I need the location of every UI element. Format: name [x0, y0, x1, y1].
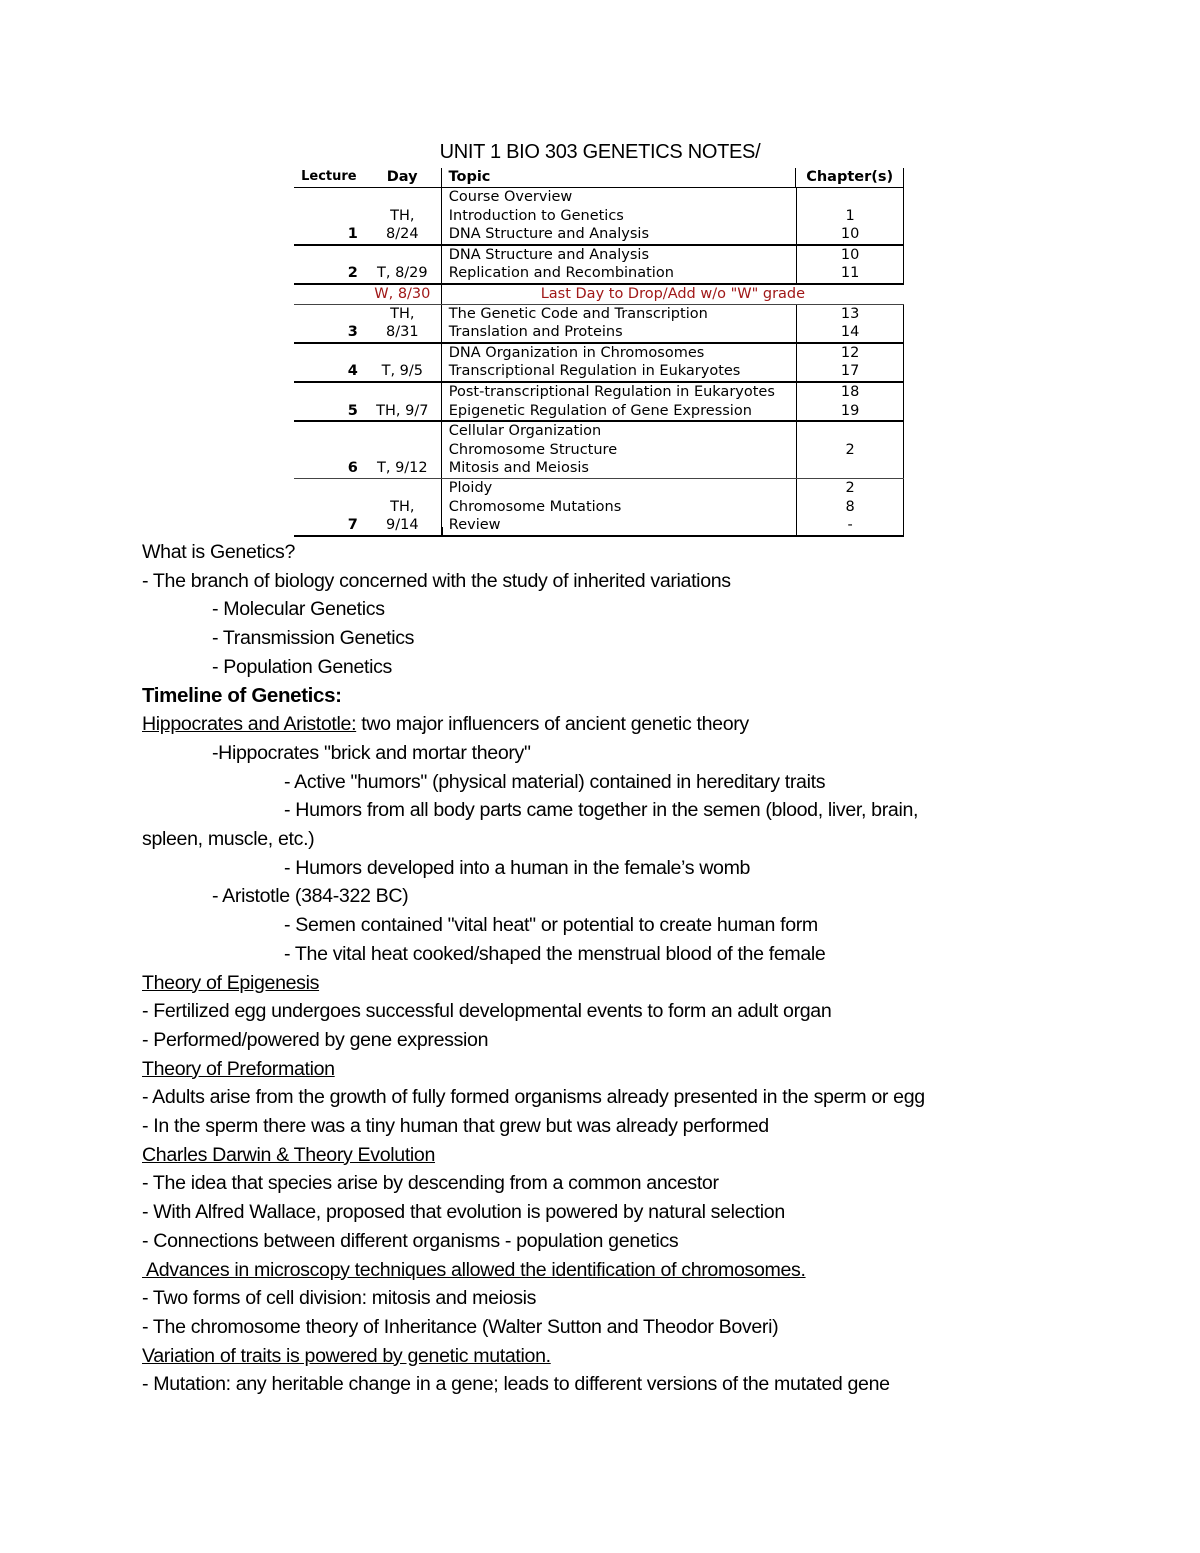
chapter-line: 18	[840, 383, 860, 400]
day-line: TH,	[390, 207, 415, 224]
note-subitem: -Hippocrates "brick and mortar theory"	[212, 741, 531, 764]
topic-line: Chromosome Mutations	[448, 498, 622, 515]
day-cell	[364, 246, 442, 283]
chapter-line: 14	[840, 324, 860, 341]
topic-line: Introduction to Genetics	[448, 207, 624, 224]
note-line: - The branch of biology concerned with the study of inherited variations	[142, 569, 731, 592]
topic-cell	[442, 246, 797, 283]
lecture-number: 1	[347, 226, 358, 243]
topic-cell	[442, 305, 797, 342]
topic-heading: Advances in microscopy techniques allowed the identification of chromosomes.	[142, 1258, 806, 1281]
drop-add-text: Last Day to Drop/Add w/o "W" grade	[540, 285, 806, 302]
topic-heading: Theory of Epigenesis	[142, 971, 320, 994]
topic-line: Translation and Proteins	[448, 324, 623, 341]
day-cell	[364, 188, 442, 244]
table-row	[294, 305, 904, 344]
day-cell	[364, 305, 442, 342]
day-line: T, 9/5	[381, 363, 424, 380]
day-cell	[364, 383, 442, 420]
question-heading: What is Genetics?	[142, 541, 296, 563]
table-row	[294, 344, 904, 383]
day-line: T, 8/29	[377, 265, 428, 282]
chapter-line: 2	[845, 479, 855, 496]
chapter-line: 12	[840, 344, 860, 361]
topic-line: Mitosis and Meiosis	[448, 460, 589, 477]
chapter-line: 10	[840, 226, 860, 243]
topic-heading: Variation of traits is powered by genetic mutation.	[142, 1344, 551, 1367]
chapter-cell	[797, 422, 904, 478]
chapter-cell	[797, 479, 904, 535]
topic-line: DNA Structure and Analysis	[448, 246, 649, 263]
day-line: T, 9/12	[377, 460, 428, 477]
chapter-line: 2	[845, 441, 855, 458]
topic-line: Course Overview	[448, 189, 573, 205]
day-line: 8/31	[386, 324, 419, 341]
table-row	[294, 422, 904, 479]
chapter-line: 19	[840, 402, 860, 419]
note-line: - Performed/powered by gene expression	[142, 1028, 489, 1051]
topic-line: The Genetic Code and Transcription	[448, 305, 708, 322]
topic-heading: Hippocrates and Aristotle:	[142, 713, 357, 736]
section-heading: Timeline of Genetics:	[142, 683, 342, 707]
table-row	[294, 383, 904, 422]
topic-cell	[442, 383, 797, 420]
chapter-line: 8	[845, 498, 855, 515]
day-cell	[364, 479, 442, 535]
note-line: spleen, muscle, etc.)	[142, 828, 315, 851]
note-subitem: - Molecular Genetics	[212, 598, 385, 621]
topic-description: two major influencers of ancient genetic theory	[356, 713, 749, 736]
note-line: - The chromosome theory of Inheritance (Walter Sutton and Theodor Boveri)	[142, 1315, 779, 1338]
chapter-line: -	[847, 517, 853, 534]
note-subitem: - Transmission Genetics	[212, 627, 415, 650]
chapter-line: 11	[840, 265, 860, 282]
day-line: 9/14	[386, 517, 419, 534]
topic-line: Chromosome Structure	[448, 441, 618, 458]
lecture-number: 5	[347, 402, 358, 419]
topic-line: Post-transcriptional Regulation in Eukaryotes	[448, 383, 775, 400]
topic-line: DNA Structure and Analysis	[448, 226, 649, 243]
note-subitem: - Aristotle (384-322 BC)	[212, 885, 409, 908]
table-divider	[442, 527, 443, 537]
chapter-line: 17	[840, 363, 860, 380]
topic-cell	[442, 344, 797, 381]
topic-heading: Charles Darwin & Theory Evolution	[142, 1143, 436, 1166]
note-subitem: - The vital heat cooked/shaped the menstrual blood of the female	[284, 942, 826, 965]
note-line: - Fertilized egg undergoes successful developmental events to form an adult organ	[142, 1000, 832, 1023]
page-title: UNIT 1 BIO 303 GENETICS NOTES/	[439, 141, 761, 163]
chapter-cell	[797, 383, 904, 420]
drop-add-day: W, 8/30	[364, 285, 442, 304]
table-row	[294, 246, 904, 285]
topic-line: Ploidy	[448, 479, 493, 496]
topic-line: Cellular Organization	[448, 423, 602, 440]
note-line: - Mutation: any heritable change in a gene; leads to different versions of the mutated gene	[142, 1373, 890, 1396]
table-row	[294, 188, 904, 246]
lecture-number: 7	[347, 517, 358, 534]
day-line: TH,	[390, 498, 415, 515]
topic-heading: Theory of Preformation	[142, 1057, 335, 1080]
day-line: TH,	[390, 305, 415, 322]
chapter-cell	[797, 246, 904, 283]
schedule-table	[294, 168, 904, 537]
note-line: - The idea that species arise by descending from a common ancestor	[142, 1172, 719, 1195]
lecture-number: 3	[347, 324, 358, 341]
header-topic: Topic	[442, 168, 797, 187]
topic-line: DNA Organization in Chromosomes	[448, 344, 705, 361]
chapter-line: 1	[845, 207, 855, 224]
header-day: Day	[364, 168, 442, 187]
note-subitem: - Humors from all body parts came together in the semen (blood, liver, brain,	[284, 799, 919, 822]
note-subitem: - Humors developed into a human in the female’s womb	[284, 856, 751, 879]
chapter-cell	[797, 305, 904, 342]
note-subitem: - Semen contained "vital heat" or potential to create human form	[284, 914, 818, 937]
day-cell	[364, 422, 442, 478]
chapter-cell	[797, 188, 904, 244]
note-subitem: - Population Genetics	[212, 655, 392, 678]
topic-line: Transcriptional Regulation in Eukaryotes	[448, 363, 741, 380]
day-line: 8/24	[386, 226, 419, 243]
note-line: - Two forms of cell division: mitosis and meiosis	[142, 1287, 537, 1310]
drop-add-row	[294, 285, 904, 305]
note-line: - Connections between different organisms - population genetics	[142, 1229, 679, 1252]
topic-cell	[442, 479, 797, 535]
note-line	[142, 710, 1142, 739]
day-line: TH, 9/7	[376, 402, 429, 419]
lecture-number: 6	[347, 460, 358, 477]
topic-cell	[442, 422, 797, 478]
table-header	[294, 168, 904, 188]
lecture-number: 2	[347, 265, 358, 282]
note-line: - Adults arise from the growth of fully formed organisms already presented in the sperm or egg	[142, 1086, 925, 1109]
topic-line: Epigenetic Regulation of Gene Expression	[448, 402, 752, 419]
header-chapters: Chapter(s)	[796, 168, 904, 187]
notes-body	[142, 538, 1142, 1399]
chapter-line: 13	[840, 305, 860, 322]
note-line: - With Alfred Wallace, proposed that evolution is powered by natural selection	[142, 1201, 785, 1224]
topic-cell	[442, 188, 797, 244]
table-row	[294, 479, 904, 537]
topic-line: Review	[448, 517, 501, 534]
chapter-cell	[797, 344, 904, 381]
lecture-number: 4	[347, 363, 358, 380]
note-subitem: - Active "humors" (physical material) contained in hereditary traits	[284, 770, 826, 793]
day-cell	[364, 344, 442, 381]
lecture-number	[294, 285, 364, 304]
note-line: - In the sperm there was a tiny human that grew but was already performed	[142, 1115, 769, 1138]
topic-line: Replication and Recombination	[448, 265, 674, 282]
header-lecture: Lecture	[301, 169, 357, 184]
chapter-line: 10	[840, 246, 860, 263]
